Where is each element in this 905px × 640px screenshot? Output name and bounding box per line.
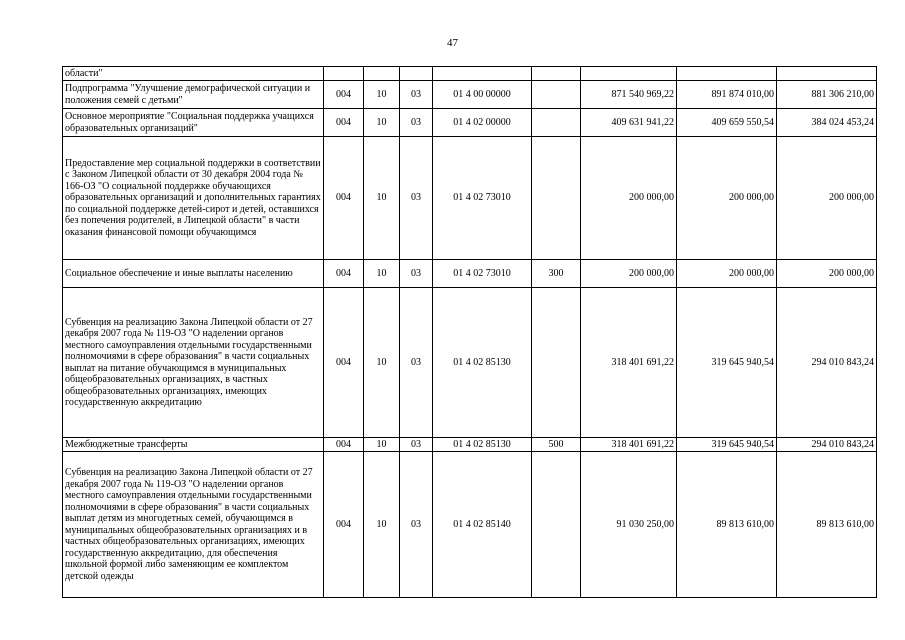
amount-year-2: 891 874 010,00	[677, 81, 777, 109]
row-name: Субвенция на реализацию Закона Липецкой области от 27 декабря 2007 года № 119-ОЗ "О наделении органов местного самоуправления отдельными государственными полномочиями в сфере образования" в части социальных выплат на питание обучающимся в муниципальных общеобразовательных организациях, в частных общеобразовательных организациях, имеющих государственную аккредитацию	[63, 288, 324, 438]
section-code: 10	[364, 288, 400, 438]
section-code	[364, 67, 400, 81]
expense-type	[532, 452, 581, 598]
admin-code: 004	[324, 452, 364, 598]
row-name: Основное мероприятие "Социальная поддержка учащихся образовательных организаций"	[63, 109, 324, 137]
row-name: Предоставление мер социальной поддержки в соответствии с Законом Липецкой области от 30 декабря 2004 года № 166-ОЗ "О социальной поддержке обучающихся образовательных организаций и дополнительных гарантиях по социальной поддержке детей-сирот и детей, оставшихся без попечения родителей, в Липецкой области" в части оказания финансовой помощи обучающимся	[63, 137, 324, 260]
amount-year-2: 319 645 940,54	[677, 438, 777, 452]
target-article: 01 4 00 00000	[433, 81, 532, 109]
amount-year-2: 409 659 550,54	[677, 109, 777, 137]
admin-code: 004	[324, 109, 364, 137]
table-row	[63, 452, 877, 598]
amount-year-3: 89 813 610,00	[777, 452, 877, 598]
row-name: области"	[63, 67, 324, 81]
target-article: 01 4 02 85140	[433, 452, 532, 598]
subsection-code	[400, 67, 433, 81]
section-code: 10	[364, 438, 400, 452]
subsection-code: 03	[400, 81, 433, 109]
row-name: Субвенция на реализацию Закона Липецкой области от 27 декабря 2007 года № 119-ОЗ "О наделении органов местного самоуправления отдельными государственными полномочиями в сфере образования" в части социальных выплат детям из многодетных семей, обучающимся в муниципальных общеобразовательных организациях и в частных общеобразовательных организациях, имеющих государственную аккредитацию, для обеспечения школьной формой либо заменяющим ее комплектом детской одежды	[63, 452, 324, 598]
subsection-code: 03	[400, 452, 433, 598]
row-name: Подпрограмма "Улучшение демографической ситуации и положения семей с детьми"	[63, 81, 324, 109]
amount-year-3: 881 306 210,00	[777, 81, 877, 109]
amount-year-3: 384 024 453,24	[777, 109, 877, 137]
target-article: 01 4 02 00000	[433, 109, 532, 137]
expense-type: 500	[532, 438, 581, 452]
table-row	[63, 67, 877, 81]
table-row	[63, 288, 877, 438]
amount-year-1	[581, 67, 677, 81]
amount-year-3: 294 010 843,24	[777, 288, 877, 438]
row-name: Социальное обеспечение и иные выплаты населению	[63, 260, 324, 288]
table-row	[63, 260, 877, 288]
amount-year-2	[677, 67, 777, 81]
amount-year-1: 200 000,00	[581, 137, 677, 260]
table-row	[63, 438, 877, 452]
admin-code: 004	[324, 260, 364, 288]
section-code: 10	[364, 260, 400, 288]
target-article: 01 4 02 85130	[433, 288, 532, 438]
target-article: 01 4 02 85130	[433, 438, 532, 452]
amount-year-3: 200 000,00	[777, 260, 877, 288]
expense-type: 300	[532, 260, 581, 288]
amount-year-1: 409 631 941,22	[581, 109, 677, 137]
subsection-code: 03	[400, 137, 433, 260]
admin-code: 004	[324, 137, 364, 260]
subsection-code: 03	[400, 260, 433, 288]
amount-year-1: 871 540 969,22	[581, 81, 677, 109]
amount-year-1: 91 030 250,00	[581, 452, 677, 598]
admin-code: 004	[324, 438, 364, 452]
subsection-code: 03	[400, 438, 433, 452]
row-name: Межбюджетные трансферты	[63, 438, 324, 452]
target-article: 01 4 02 73010	[433, 137, 532, 260]
budget-table	[62, 66, 877, 598]
subsection-code: 03	[400, 288, 433, 438]
expense-type	[532, 67, 581, 81]
amount-year-1: 318 401 691,22	[581, 288, 677, 438]
amount-year-3: 294 010 843,24	[777, 438, 877, 452]
section-code: 10	[364, 109, 400, 137]
table-row	[63, 109, 877, 137]
table-row	[63, 137, 877, 260]
amount-year-3: 200 000,00	[777, 137, 877, 260]
subsection-code: 03	[400, 109, 433, 137]
amount-year-1: 200 000,00	[581, 260, 677, 288]
target-article: 01 4 02 73010	[433, 260, 532, 288]
admin-code	[324, 67, 364, 81]
section-code: 10	[364, 81, 400, 109]
section-code: 10	[364, 137, 400, 260]
table-row	[63, 81, 877, 109]
amount-year-2: 89 813 610,00	[677, 452, 777, 598]
admin-code: 004	[324, 288, 364, 438]
target-article	[433, 67, 532, 81]
amount-year-3	[777, 67, 877, 81]
expense-type	[532, 81, 581, 109]
expense-type	[532, 137, 581, 260]
section-code: 10	[364, 452, 400, 598]
expense-type	[532, 288, 581, 438]
expense-type	[532, 109, 581, 137]
amount-year-2: 319 645 940,54	[677, 288, 777, 438]
amount-year-2: 200 000,00	[677, 137, 777, 260]
amount-year-1: 318 401 691,22	[581, 438, 677, 452]
admin-code: 004	[324, 81, 364, 109]
amount-year-2: 200 000,00	[677, 260, 777, 288]
page-number: 47	[447, 37, 458, 49]
